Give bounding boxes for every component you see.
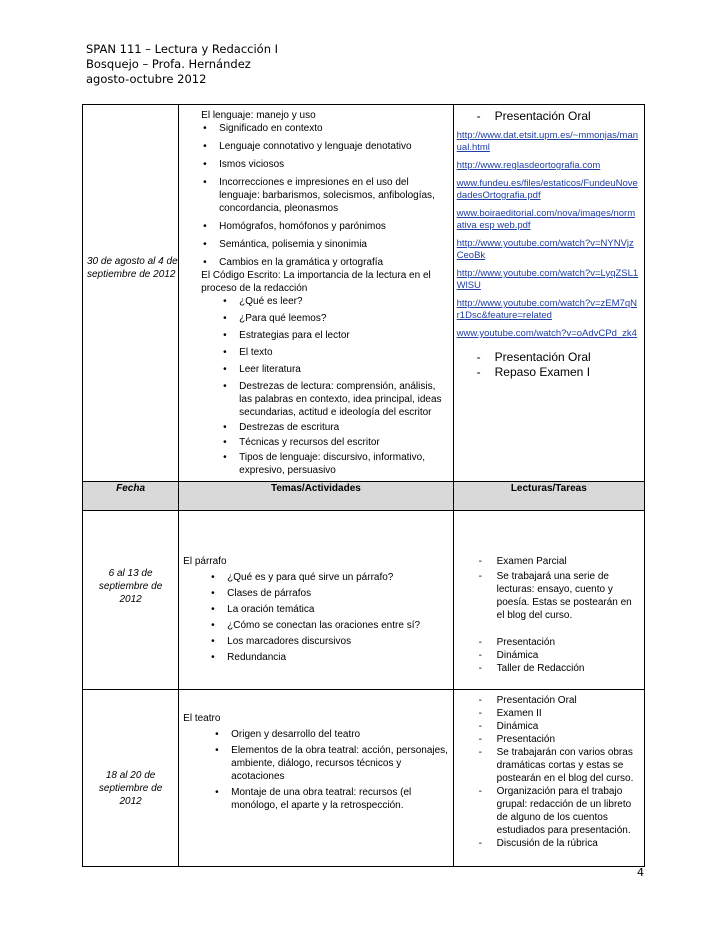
topics-cell <box>179 511 453 690</box>
list-item: • Lenguaje connotativo y lenguaje denotativo <box>193 140 450 153</box>
list-item: - Se trabajará una serie de lecturas: ensayo, cuento y poesía. Estas se postearán en el blog del curso. <box>475 570 638 622</box>
resource-link[interactable]: http://www.youtube.com/watch?v=LyqZSL1WlSU <box>456 268 639 291</box>
list-item: • ¿Qué es leer? <box>199 295 450 308</box>
list-item: • Origen y desarrollo del teatro <box>205 728 450 741</box>
list-item: • Elementos de la obra teatral: acción, personajes, ambiente, diálogo, recursos técnicos y acotaciones <box>205 744 450 783</box>
table-row <box>83 105 645 482</box>
list-item: • Leer literatura <box>199 363 450 376</box>
resource-link[interactable]: www.fundeu.es/files/estaticos/FundeuNovedadesOrtografia.pdf <box>456 178 638 201</box>
resource-link[interactable]: www.boiraeditorial.com/nova/images/normativa esp web.pdf <box>456 208 636 231</box>
date-cell <box>83 511 179 690</box>
list-item: • Significado en contexto <box>193 122 450 135</box>
topic-list <box>199 295 450 477</box>
list-item: - Presentación <box>475 636 638 649</box>
list-item: - Presentación Oral <box>473 350 640 365</box>
table-header-row <box>83 482 645 511</box>
column-header-lecturas: Lecturas/Tareas <box>453 482 644 511</box>
list-item: • La oración temática <box>201 603 450 616</box>
list-item: • Estrategias para el lector <box>199 329 450 342</box>
document-header <box>86 42 278 87</box>
topics-cell <box>179 105 453 482</box>
tasks-cell <box>453 511 644 690</box>
column-header-temas: Temas/Actividades <box>179 482 453 511</box>
list-item: - Presentación Oral <box>473 109 640 124</box>
list-item: • Destrezas de escritura <box>199 421 450 434</box>
schedule-table <box>82 104 645 867</box>
date-cell <box>83 690 179 867</box>
list-item: • Cambios en la gramática y ortografía <box>193 256 450 269</box>
list-item: • Montaje de una obra teatral: recursos (el monólogo, el aparte y la retrospección. <box>205 786 450 812</box>
list-item: • Homógrafos, homófonos y parónimos <box>193 220 450 233</box>
task-list <box>473 350 640 380</box>
topics-cell <box>179 690 453 867</box>
list-item: - Examen II <box>475 707 638 720</box>
date-text: 6 al 13 de septiembre de 2012 <box>98 567 163 605</box>
date-text: 18 al 20 de septiembre de 2012 <box>98 769 163 807</box>
list-item: • ¿Para qué leemos? <box>199 312 450 325</box>
list-item: - Presentación Oral <box>475 694 638 707</box>
list-item: • Destrezas de lectura: comprensión, análisis, las palabras en contexto, idea principal, ideas secundarias, actitud e ideología del escritor <box>199 380 450 419</box>
task-list <box>475 694 638 850</box>
topic-heading: El teatro <box>183 713 221 724</box>
date-text: 30 de agosto al 4 de septiembre de 2012 <box>87 256 178 280</box>
table-row <box>83 690 645 867</box>
tasks-cell <box>453 105 644 482</box>
term-dates: agosto-octubre 2012 <box>86 72 207 86</box>
task-list <box>473 109 640 124</box>
topic-list <box>205 728 450 812</box>
list-item: • ¿Qué es y para qué sirve un párrafo? <box>201 571 450 584</box>
resource-link[interactable]: http://www.reglasdeortografia.com <box>456 160 601 171</box>
outline-author: Bosquejo – Profa. Hernández <box>86 57 251 71</box>
list-item: • El texto <box>199 346 450 359</box>
list-item: • Los marcadores discursivos <box>201 635 450 648</box>
task-list <box>475 636 638 675</box>
topic-heading: El lenguaje: manejo y uso <box>201 110 316 121</box>
list-item: - Presentación <box>475 733 638 746</box>
list-item: • ¿Cómo se conectan las oraciones entre sí? <box>201 619 450 632</box>
course-title: SPAN 111 – Lectura y Redacción I <box>86 42 279 56</box>
list-item: - Dinámica <box>475 720 638 733</box>
table-row <box>83 511 645 690</box>
topic-heading: El Código Escrito: La importancia de la lectura en el proceso de la redacción <box>201 270 431 294</box>
page-number: 4 <box>637 866 644 879</box>
list-item: - Discusión de la rúbrica <box>475 837 638 850</box>
topic-list <box>201 571 450 664</box>
list-item: • Incorrecciones e impresiones en el uso del lenguaje: barbarismos, solecismos, anfibologías, concordancia, pleonasmos <box>193 176 450 215</box>
list-item: • Ismos viciosos <box>193 158 450 171</box>
list-item: - Taller de Redacción <box>475 662 638 675</box>
list-item: - Se trabajarán con varios obras dramáticas cortas y estas se postearán en el blog del curso. <box>475 746 638 785</box>
list-item: - Organización para el trabajo grupal: redacción de un libreto de alguno de los cuentos estudiados para presentación. <box>475 785 638 837</box>
list-item: - Dinámica <box>475 649 638 662</box>
list-item: • Clases de párrafos <box>201 587 450 600</box>
list-item: - Repaso Examen I <box>473 365 640 380</box>
resource-link[interactable]: www.youtube.com/watch?v=oAdvCPd_zk4 <box>456 328 637 339</box>
column-header-fecha: Fecha <box>83 482 179 511</box>
task-list <box>475 555 638 622</box>
tasks-cell <box>453 690 644 867</box>
resource-link[interactable]: http://www.dat.etsit.upm.es/~mmonjas/manual.html <box>456 130 639 153</box>
list-item: • Técnicas y recursos del escritor <box>199 436 450 449</box>
list-item: • Tipos de lenguaje: discursivo, informativo, expresivo, persuasivo <box>199 451 450 477</box>
list-item: • Redundancia <box>201 651 450 664</box>
resource-link[interactable]: http://www.youtube.com/watch?v=NYNVjzCeoBk <box>456 238 634 261</box>
resource-link[interactable]: http://www.youtube.com/watch?v=zEM7qNr1Dsc&feature=related <box>456 298 637 321</box>
list-item: • Semántica, polisemia y sinonimia <box>193 238 450 251</box>
topic-heading: El párrafo <box>183 556 227 567</box>
date-cell <box>83 105 179 482</box>
list-item: - Examen Parcial <box>475 555 638 568</box>
topic-list <box>193 122 450 269</box>
